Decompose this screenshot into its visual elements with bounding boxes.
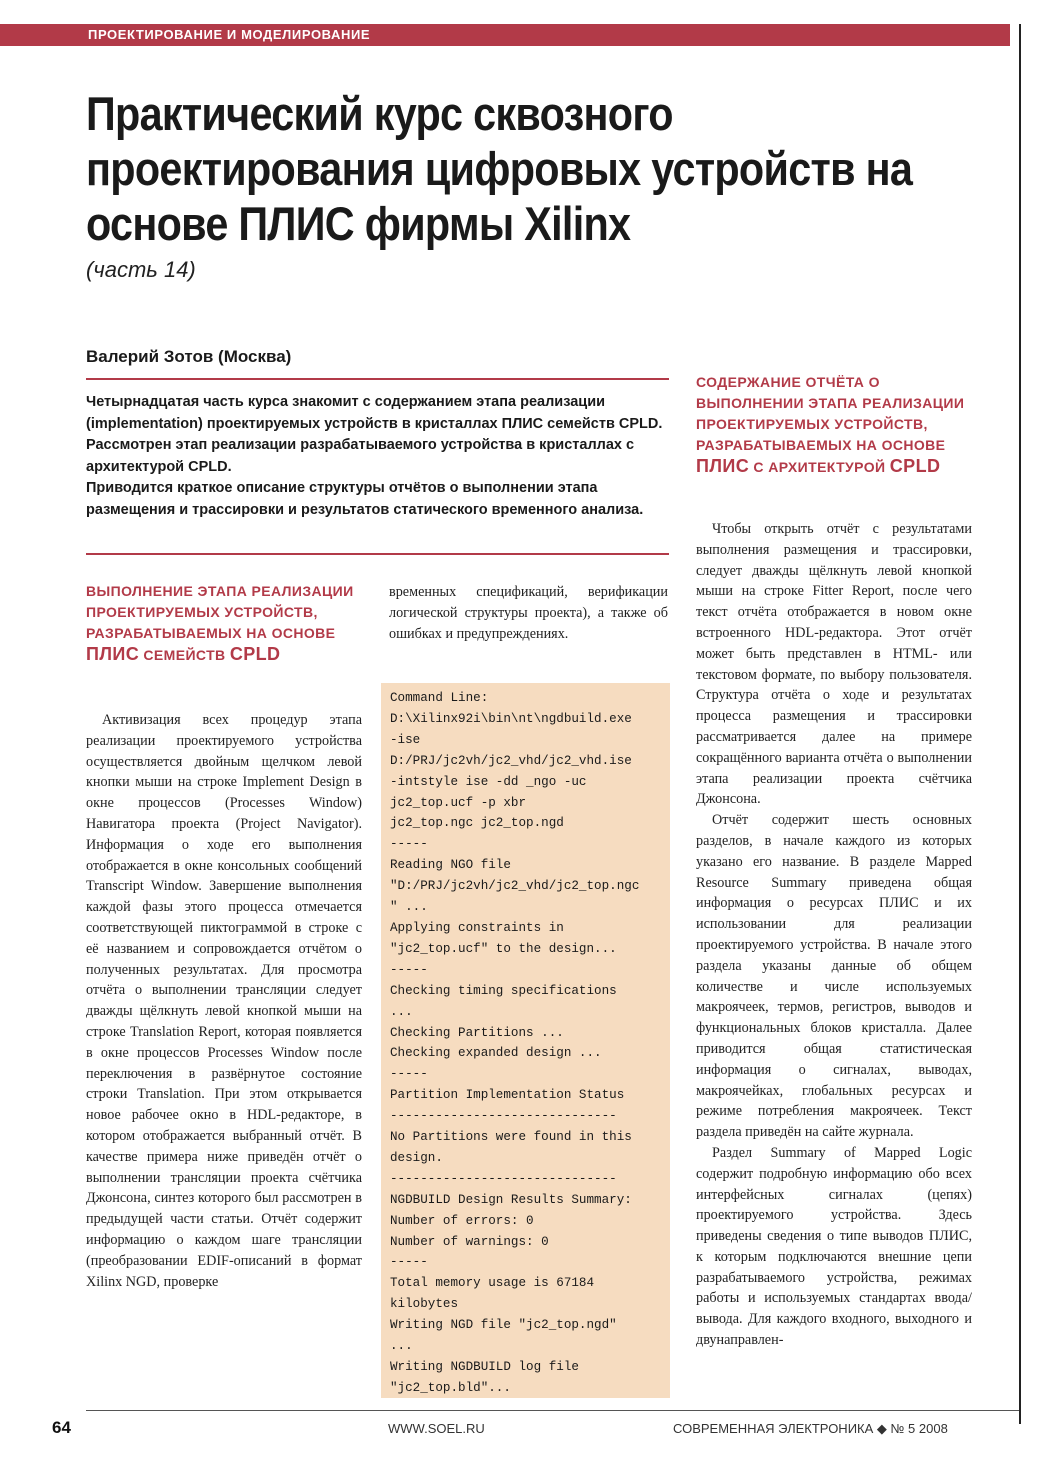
abstract-rule [86,553,669,555]
section2-heading [696,372,981,478]
author-rule [86,378,669,380]
section1-heading-text: ВЫПОЛНЕНИЕ ЭТАПА РЕАЛИЗАЦИИ ПРОЕКТИРУЕМЫХ УСТРОЙСТВ, РАЗРАБАТЫВАЕМЫХ НА ОСНОВЕ [86,583,354,641]
page-number: 64 [52,1418,71,1437]
article-title: Практический курс сквозного проектирования цифровых устройств на основе ПЛИС фирмы Xilinx [86,87,913,250]
section1-heading-plis: ПЛИС [86,644,140,664]
section2-heading-text2: С АРХИТЕКТУРОЙ [749,459,890,475]
article-author: Валерий Зотов (Москва) [86,347,292,366]
section1-heading-cpld: CPLD [229,644,281,664]
section-header-bar [0,24,1010,46]
page-edge-line [1019,24,1021,1424]
section1-continuation: временных спецификаций, верификации логической структуры проекта), а также об ошибках и предупреждениях. [389,584,668,642]
footer-rule [86,1410,1019,1411]
column-3 [696,519,972,1351]
article-part: (часть 14) [86,257,196,282]
article-abstract: Четырнадцатая часть курса знакомит с содержанием этапа реализации (implementation) проектируемых устройств в кристаллах ПЛИС семейств CPLD. Рассмотрен этап реализации разрабатываемого устройства в кристаллах с архитектурой CPLD. Приводится краткое описание структуры отчётов о выполнении этапа размещения и трассировки и результатов статического временного анализа. [86,394,663,518]
section2-heading-cpld: CPLD [889,456,941,476]
section2-paragraph-3: Раздел Summary of Mapped Logic содержит подробную информацию обо всех интерфейсных сигналах (цепях) проектируемого устройства. Здесь приведены сведения о типе выводов ПЛИС, к которым подключаются внешние цепи разрабатываемого устройства, режимах работы и используемых стандартах ввода/вывода. Для каждого входного, выходного и двунаправлен- [696,1144,972,1349]
section2-heading-text: СОДЕРЖАНИЕ ОТЧЁТА О ВЫПОЛНЕНИИ ЭТАПА РЕАЛИЗАЦИИ ПРОЕКТИРУЕМЫХ УСТРОЙСТВ, РАЗРАБАТЫВАЕМЫХ НА ОСНОВЕ [696,374,965,453]
footer-site-link[interactable]: WWW.SOEL.RU [388,1421,485,1436]
footer-journal: СОВРЕМЕННАЯ ЭЛЕКТРОНИКА ◆ № 5 2008 [673,1421,948,1436]
section2-heading-plis: ПЛИС [696,456,750,476]
column-2-text [389,582,668,644]
code-listing: Command Line: D:\Xilinx92i\bin\nt\ngdbuild.exe -ise D:/PRJ/jc2vh/jc2_vhd/jc2_vhd.ise -intstyle ise -dd _ngo -uc jc2_top.ucf -p xbr jc2_top.ngc jc2_top.ngd ----- Reading NGO file "D:/PRJ/jc2vh/jc2_vhd/jc2_top.ngc " ... Applying constraints in "jc2_top.ucf" to the design... ----- Checking timing specifications ... Checking Partitions ... Checking expanded design ... ----- Partition Implementation Status ------------------------------ No Partitions were found in this design. ------------------------------ NGDBUILD Design Results Summary: Number of errors: 0 Number of warnings: 0 ----- Total memory usage is 67184 kilobytes Writing NGD file "jc2_top.ngd" ... Writing NGDBUILD log file "jc2_top.bld"... [390,691,640,1395]
section1-heading-text2: СЕМЕЙСТВ [139,647,230,663]
section1-paragraph: Активизация всех процедур этапа реализации проектируемого устройства осуществляется двойным щелчком левой кнопки мыши на строке Implement Design в окне процессов (Processes Window) Навигатора проекта (Project Navigator). Информация о ходе его выполнения отображается в окне консольных сообщений Transcript Window. Завершение выполнения каждой фазы этого процесса отмечается соответствующей пиктограммой в строке с её названием и сопровождается отчётом о полученных результатах. Для просмотра отчёта о выполнении трансляции следует дважды щёлкнуть левой кнопкой мыши на строке Translation Report, которая появляется в окне процессов Processes Window после переключения в развёрнутое состояние строки Translation. При этом открывается новое рабочее окно в HDL-редакторе, в котором отображается выбранный отчёт. В качестве примера ниже приведён отчёт о выполнении трансляции проекта счётчика Джонсона, синтез которого был рассмотрен в предыдущей части статьи. Отчёт содержит информацию о каждом шаге трансляции (преобразовании EDIF-описаний в формат Xilinx NGD, проверке [86,712,362,1290]
column-1 [86,710,362,1292]
section2-paragraph-2: Отчёт содержит шесть основных разделов, в начале каждого из которых указано его название. В разделе Mapped Resource Summary приведена общая информация о ресурсах ПЛИС и их использовании для реализации проектируемого устройства. В начале этого раздела указаны данные об общем количестве и числе используемых макроячеек, термов, регистров, выводов и функциональных блоков кристалла. Далее приводится общая статистическая информация о сигналах, выводах, макроячейках, глобальных ресурсах и режиме потребления макроячеек. Текст раздела приведён на сайте журнала. [696,812,972,1141]
section1-heading [86,581,371,666]
section-label: ПРОЕКТИРОВАНИЕ И МОДЕЛИРОВАНИЕ [88,27,371,42]
section2-paragraph-1: Чтобы открыть отчёт с результатами выполнения размещения и трассировки, следует дважды щёлкнуть левой кнопкой мыши на строке Fitter Report, после чего текст отчёта отображается в новом окне встроенного HDL-редактора. Этот отчёт может быть представлен в HTML- или текстовом формате, по выбору пользователя. Структура отчёта о ходе и результатах процесса размещения и трассировки рассматривается далее на примере сокращённого варианта отчёта о выполнении этапа реализации проекта счётчика Джонсона. [696,521,972,808]
